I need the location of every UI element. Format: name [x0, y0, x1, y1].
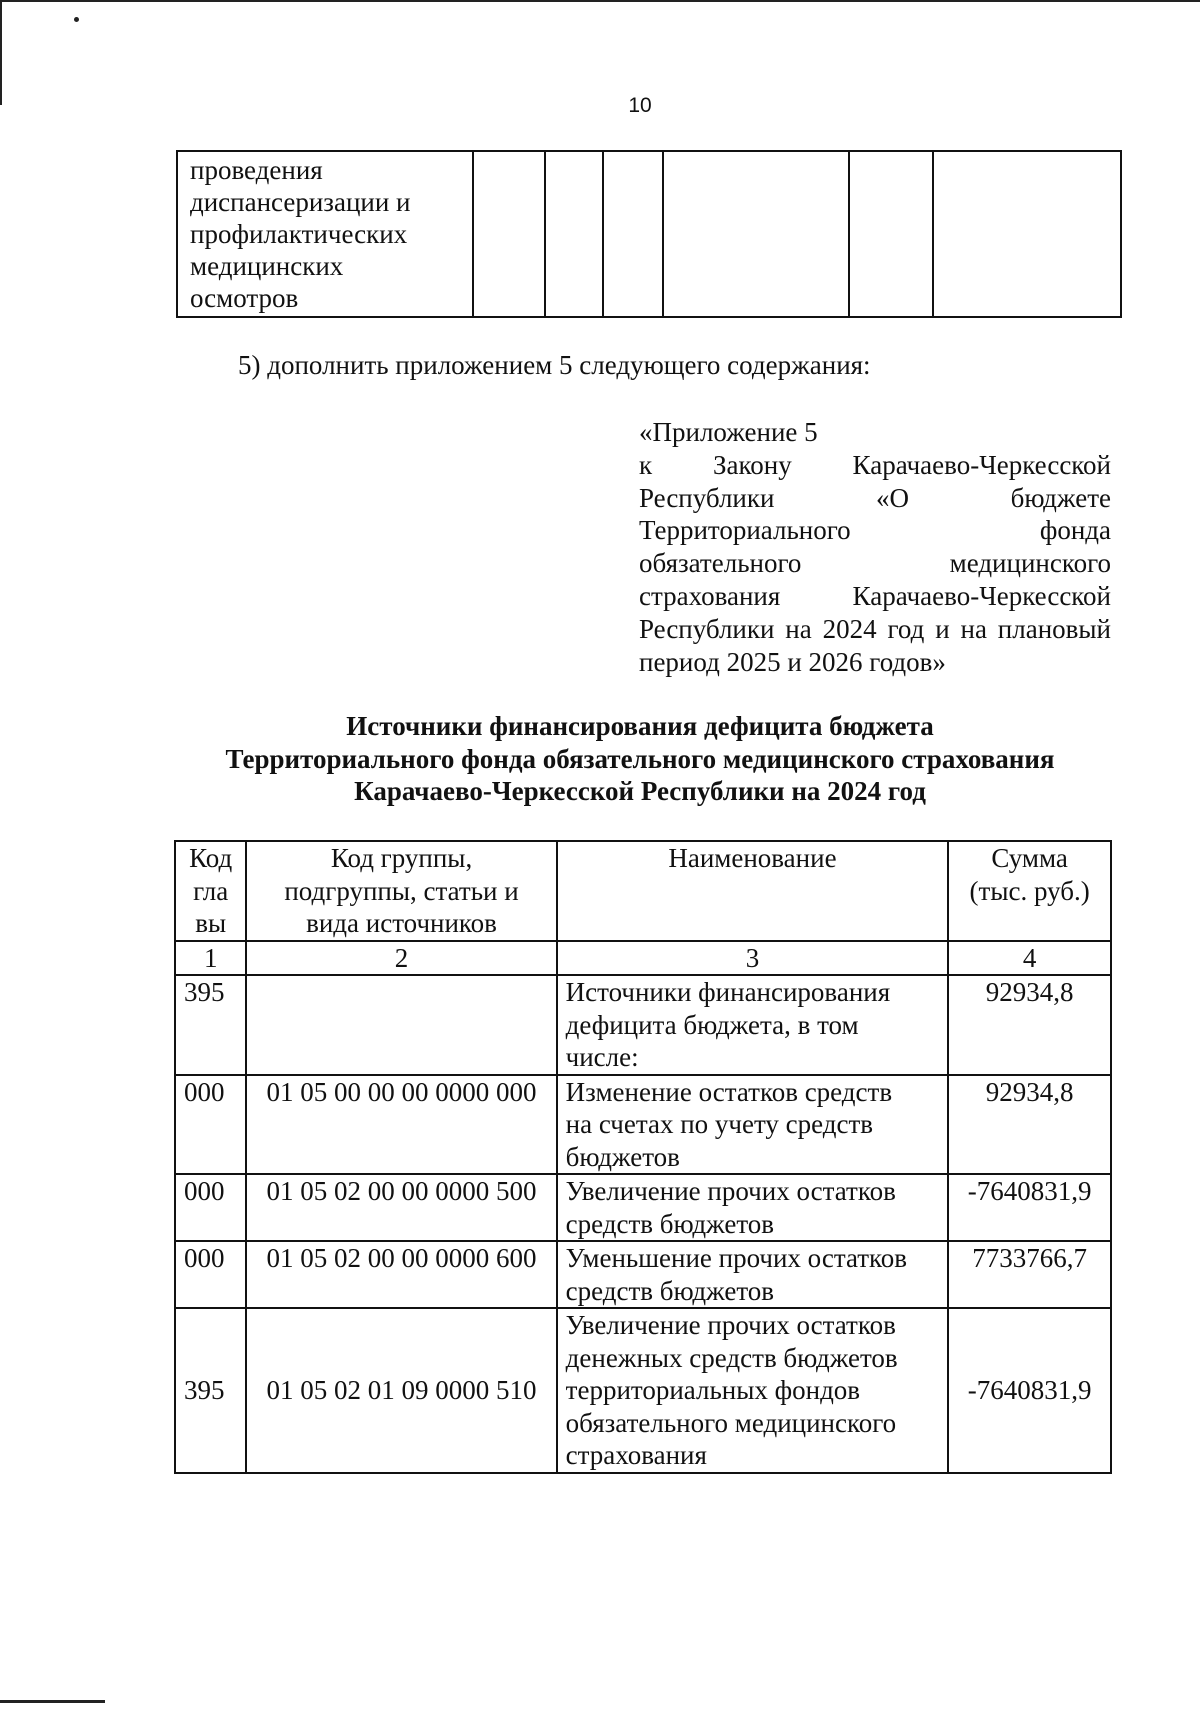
group-code-cell [246, 975, 556, 1075]
group-code-cell: 01 05 02 00 00 0000 500 [246, 1174, 556, 1241]
chapter-code-cell: 000 [175, 1241, 246, 1308]
document-title [0, 710, 1200, 808]
empty-cell [603, 151, 663, 317]
scan-edge-line [0, 0, 1200, 2]
cell-line: профилактических [190, 219, 408, 249]
header-group-code [246, 841, 556, 941]
title-line: Территориального фонда обязательного медицинского страхования [225, 743, 1055, 774]
title-line: Источники финансирования дефицита бюджета [346, 711, 934, 741]
table-row [175, 1241, 1111, 1308]
header-line: вида источников [306, 908, 497, 938]
name-line: территориальных фондов [565, 1375, 861, 1405]
appendix-line: к Закону Карачаево-Черкесской [639, 449, 1111, 480]
appendix-line: «Приложение 5 [639, 417, 818, 447]
chapter-code-cell: 000 [175, 1075, 246, 1175]
table-row [175, 1174, 1111, 1241]
table-row [177, 151, 1121, 317]
title-line: Карачаево-Черкесской Республики на 2024 год [354, 776, 926, 806]
name-cell [557, 1174, 949, 1241]
name-line: обязательного медицинского [565, 1407, 897, 1438]
group-code-cell: 01 05 02 01 09 0000 510 [246, 1308, 556, 1473]
header-line: гла [193, 875, 229, 906]
scan-dot [74, 17, 79, 22]
header-line: Код [189, 843, 233, 873]
header-line: вы [195, 908, 227, 938]
name-line: средств бюджетов [565, 1275, 775, 1306]
sum-cell: 92934,8 [948, 1075, 1111, 1175]
header-line: подгруппы, статьи и [284, 875, 519, 906]
sum-cell: 7733766,7 [948, 1241, 1111, 1308]
appendix-reference [639, 416, 1111, 678]
name-line: страхования [565, 1440, 707, 1470]
page-number: 10 [628, 94, 652, 117]
name-line: Увеличение прочих остатков [565, 1310, 896, 1340]
continuation-table [176, 150, 1122, 318]
group-code-cell: 01 05 02 00 00 0000 600 [246, 1241, 556, 1308]
sum-cell: -7640831,9 [948, 1174, 1111, 1241]
sum-cell: 92934,8 [948, 975, 1111, 1075]
cell-line: медицинских [190, 251, 344, 281]
column-number: 3 [557, 941, 949, 976]
header-line: Наименование [668, 843, 837, 873]
name-line: денежных средств бюджетов [565, 1342, 898, 1373]
sum-cell: -7640831,9 [948, 1308, 1111, 1473]
funding-sources-table [174, 840, 1112, 1474]
continuation-cell [177, 151, 473, 317]
header-line: Код группы, [330, 843, 473, 873]
appendix-line: обязательного медицинского [639, 548, 1111, 579]
empty-cell [933, 151, 1121, 317]
name-cell [557, 1241, 949, 1308]
scan-edge-line [0, 0, 2, 105]
appendix-line: Республики на 2024 год и на плановый [639, 613, 1111, 644]
appendix-line: Территориального фонда [639, 515, 1111, 546]
cell-line: осмотров [190, 283, 299, 313]
chapter-code-cell: 395 [175, 1308, 246, 1473]
empty-cell [473, 151, 545, 317]
name-line: средств бюджетов [565, 1208, 775, 1239]
name-line: Источники финансирования [565, 977, 891, 1007]
instruction-text: 5) дополнить приложением 5 следующего содержания: [238, 350, 871, 380]
table-row [175, 1308, 1111, 1473]
name-line: Увеличение прочих остатков [565, 1176, 896, 1206]
header-chapter-code [175, 841, 246, 941]
header-line: (тыс. руб.) [969, 875, 1090, 906]
name-cell [557, 1308, 949, 1473]
empty-cell [849, 151, 933, 317]
name-line: дефицита бюджета, в том [565, 1009, 859, 1040]
empty-cell [545, 151, 603, 317]
header-line: Сумма [991, 843, 1068, 873]
column-number: 1 [175, 941, 246, 976]
name-cell [557, 975, 949, 1075]
appendix-line: страхования Карачаево-Черкесской [639, 580, 1111, 611]
chapter-code-cell: 000 [175, 1174, 246, 1241]
name-line: бюджетов [565, 1141, 680, 1172]
empty-cell [663, 151, 849, 317]
table-header-row [175, 841, 1111, 941]
table-row [175, 975, 1111, 1075]
column-number: 2 [246, 941, 556, 976]
group-code-cell: 01 05 00 00 00 0000 000 [246, 1075, 556, 1175]
appendix-line: Республики «О бюджете [639, 482, 1111, 513]
name-line: числе: [565, 1042, 639, 1072]
appendix-line: период 2025 и 2026 годов» [639, 646, 946, 677]
cell-line: проведения [190, 155, 323, 185]
header-sum [948, 841, 1111, 941]
cell-line: диспансеризации и [190, 187, 411, 217]
table-row [175, 1075, 1111, 1175]
column-number-row [175, 941, 1111, 976]
name-line: Изменение остатков средств [565, 1076, 893, 1107]
name-cell [557, 1075, 949, 1175]
name-line: Уменьшение прочих остатков [565, 1243, 908, 1273]
name-line: на счетах по учету средств [565, 1109, 874, 1139]
column-number: 4 [948, 941, 1111, 976]
chapter-code-cell: 395 [175, 975, 246, 1075]
header-name [557, 841, 949, 941]
scan-edge-line [0, 1700, 105, 1703]
